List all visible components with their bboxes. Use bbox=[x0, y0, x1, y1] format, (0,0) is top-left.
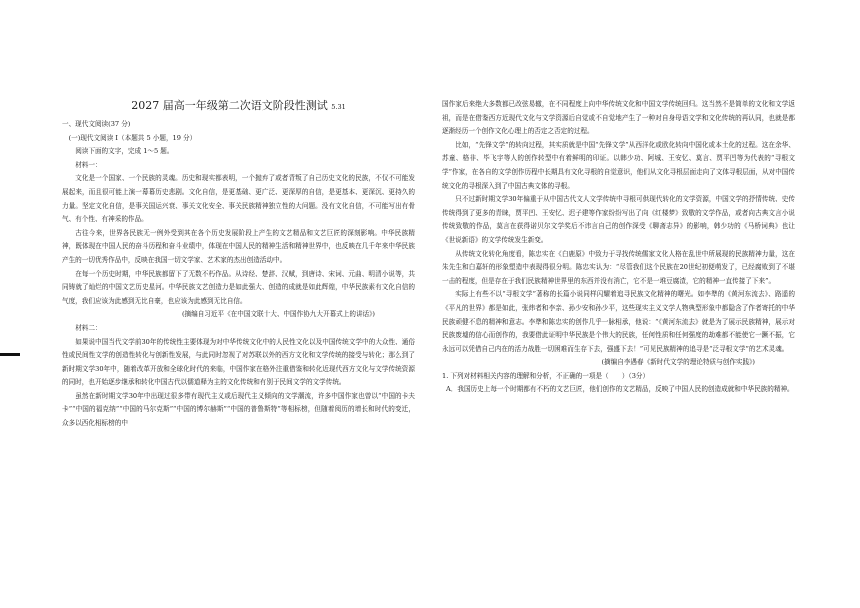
material-two-label: 材料二： bbox=[75, 323, 102, 332]
material-one-label: 材料一： bbox=[75, 160, 102, 169]
subsection-heading: (一)现代文阅读 I（本题共 5 小题，19 分） bbox=[68, 133, 197, 142]
material-one-paragraph-1: 文化是一个国家、一个民族的灵魂。历史和现实都表明，一个抛弃了或者背叛了自己历史文化的民族，不仅不可能发展起来，而且很可能上演一幕幕历史悲剧。文化自信，是更基础、更广泛、更深厚的自信，是更基本、更深沉、更持久的力量。坚定文化自信，是事关国运兴衰、事关文化安全、事关民族精神独立性的大问题。没有文化自信，不可能写出有骨气、有个性、有神采的作品。 bbox=[62, 174, 415, 224]
left-column bbox=[62, 98, 415, 431]
right-paragraph-4: 从传统文化转化角度看，陈忠实在《白鹿原》中致力于寻找传统儒家文化人格在乱世中所展现的民族精神力量，这在朱先生和白嘉轩的形象塑造中表现得很分明。陈忠实认为：“尽管我们这个民族在20世纪初便萌发了，已经腐败到了不堪一击的程度，但是存在于我们民族精神世界里的东西并没有消亡，它不是一堆豆腐渣，它的精神一直传接了下来”。 bbox=[442, 249, 795, 285]
right-paragraph-1: 国作家后来绝大多数都已改弦易辙，在不同程度上向中华传统文化和中国文学传统回归。这当然不是简单的文化和文学返祖，而是在借鉴西方近现代文化与文学资源后自觉或不自觉地产生了一种对自身母语文学和文化传统的再认同，也就是都逐渐经历一个创作文化心理上的否定之否定的过程。 bbox=[442, 100, 795, 136]
right-column bbox=[442, 98, 795, 397]
exam-title-text: 2027 届高一年级第二次语文阶段性测试 bbox=[131, 99, 328, 112]
right-paragraph-3: 只不过新时期文学30年偏重于从中国古代文人文学传统中寻根可供现代转化的文学资源，中国文学的抒情传统、史传传统得到了更多的青睐，贾平凹、王安忆、迟子建等作家纷纷写出了向《红楼梦》致敬的文学作品，或者向古典文言小说传统致敬的作品，莫言在获得诺贝尔文学奖后不讳言自己的创作深受《聊斋志异》的影响，韩少功的《马桥词典》也让《世说新语》的文学传统发生新变。 bbox=[442, 195, 795, 244]
material-one-paragraph-2: 古往今来，世界各民族无一例外受到其在各个历史发展阶段上产生的文艺精品和文艺巨匠的深刻影响。中华民族精神，既体现在中国人民的奋斗历程和奋斗业绩中，体现在中国人民的精神生活和精神世界中，也反映在几千年来中华民族产生的一切优秀作品中，反映在我国一切文学家、艺术家的杰出创造活动中。 bbox=[62, 228, 415, 264]
material-one-paragraph-3: 在每一个历史时期，中华民族都留下了无数不朽作品。从诗经、楚辞、汉赋，到唐诗、宋词、元曲、明清小说等，共同铸就了灿烂的中国文艺历史星河。中华民族文艺创造力是如此强大、创造的成就是如此辉煌，中华民族素有文化自信的气度，我们应该为此感到无比自豪，也应该为此感到无比自信。 bbox=[62, 269, 415, 305]
section-heading: 一、现代文阅读(37 分) bbox=[62, 120, 131, 128]
material-two-paragraph-2: 虽然在新时期文学30年中出现过很多带有现代主义或后现代主义倾向的文学潮流，许多中国作家也曾以“中国的卡夫卡”“中国的福克纳”“中国的马尔克斯”“中国的博尔赫斯”“中国的普鲁斯特”等相标榜，但随着阅历的增长和时代的变迁，众多以西化相标榜的中 bbox=[62, 391, 415, 428]
question-1-option-a: A．我国历史上每一个时期都有不朽的文艺巨匠，他们创作的文艺精品，反映了中国人民的创造成就和中华民族的精神。 bbox=[446, 385, 794, 394]
exam-title-suffix: 5.31 bbox=[331, 103, 346, 111]
right-paragraph-2: 比如，“先锋文学”的转向过程，其实质就是中国“先锋文学”从西洋化或欧化转向中国化或本土化的过程。这在余华、苏童、格非、毕飞宇等人的创作转型中有着鲜明的印证。以韩少功、阿城、王安忆、莫言、贾平凹等为代表的“寻根文学”作家，在各自的文学创作历程中长期具有文化寻根的自觉意识，他们从文化寻根层面走向了文体寻根层面，从对中国传统文化的寻根深入到了中国古典文体的寻根。 bbox=[442, 140, 795, 190]
question-1: 1. 下列对材料相关内容的理解和分析，不正确的一项是（ ）（3分） bbox=[442, 371, 650, 380]
instruction: 阅读下面的文字，完成 1～5 题。 bbox=[75, 147, 174, 156]
material-two-source: (摘编自李遇春《新时代文学的理论特质与创作实践》) bbox=[601, 358, 755, 367]
right-paragraph-5: 实际上有些不以“寻根文学”著称的长篇小说同样闪耀着追寻民族文化精神的曙光。如李準的《黄河东流去》、路遥的《平凡的世界》都是如此，张炜者和李亲、孙少安和孙少平，这些现实主义文学人物典型形象中都隐含了作者寄托的中华民族顽健不息的精神和意志。李準和陈忠实的创作几乎一脉相承，他说：“《黄河东流去》就是为了展示民族精神，展示对民族废墟的信心而创作的，我要借此证明中华民族是个伟大的民族，任何性质和任何强度的劫难都不能使它一蹶不振，它永远可以凭借自己内在的活力战胜一切困难而生存下去，强盛下去！”可见民族精神的追寻是“泛寻根文学”的艺术灵魂。 bbox=[442, 290, 795, 353]
material-one-source: (摘编自习近平《在中国文联十大、中国作协九大开幕式上的讲话》) bbox=[181, 310, 375, 319]
exam-title bbox=[62, 98, 415, 115]
material-two-paragraph-1: 如果说中国当代文学前30年的传统性主要体现为对中华传统文化中的人民性文化以及中国传统文学中的大众性、通俗性或民间性文学的创造性转化与创新性发展，与此同时忽视了对苏联以外的西方文化和文学传统的接受与转化；那么到了新时期文学30年中，随着改革开放和全球化时代的来临，中国作家在格外注重借鉴和转化近现代西方文化与文学传统资源的同时，也开始逐步继承和转化中国古代以儒道释为主的文化传统和有别于民间文学的文学传统。 bbox=[62, 337, 415, 387]
margin-mark bbox=[0, 353, 20, 356]
